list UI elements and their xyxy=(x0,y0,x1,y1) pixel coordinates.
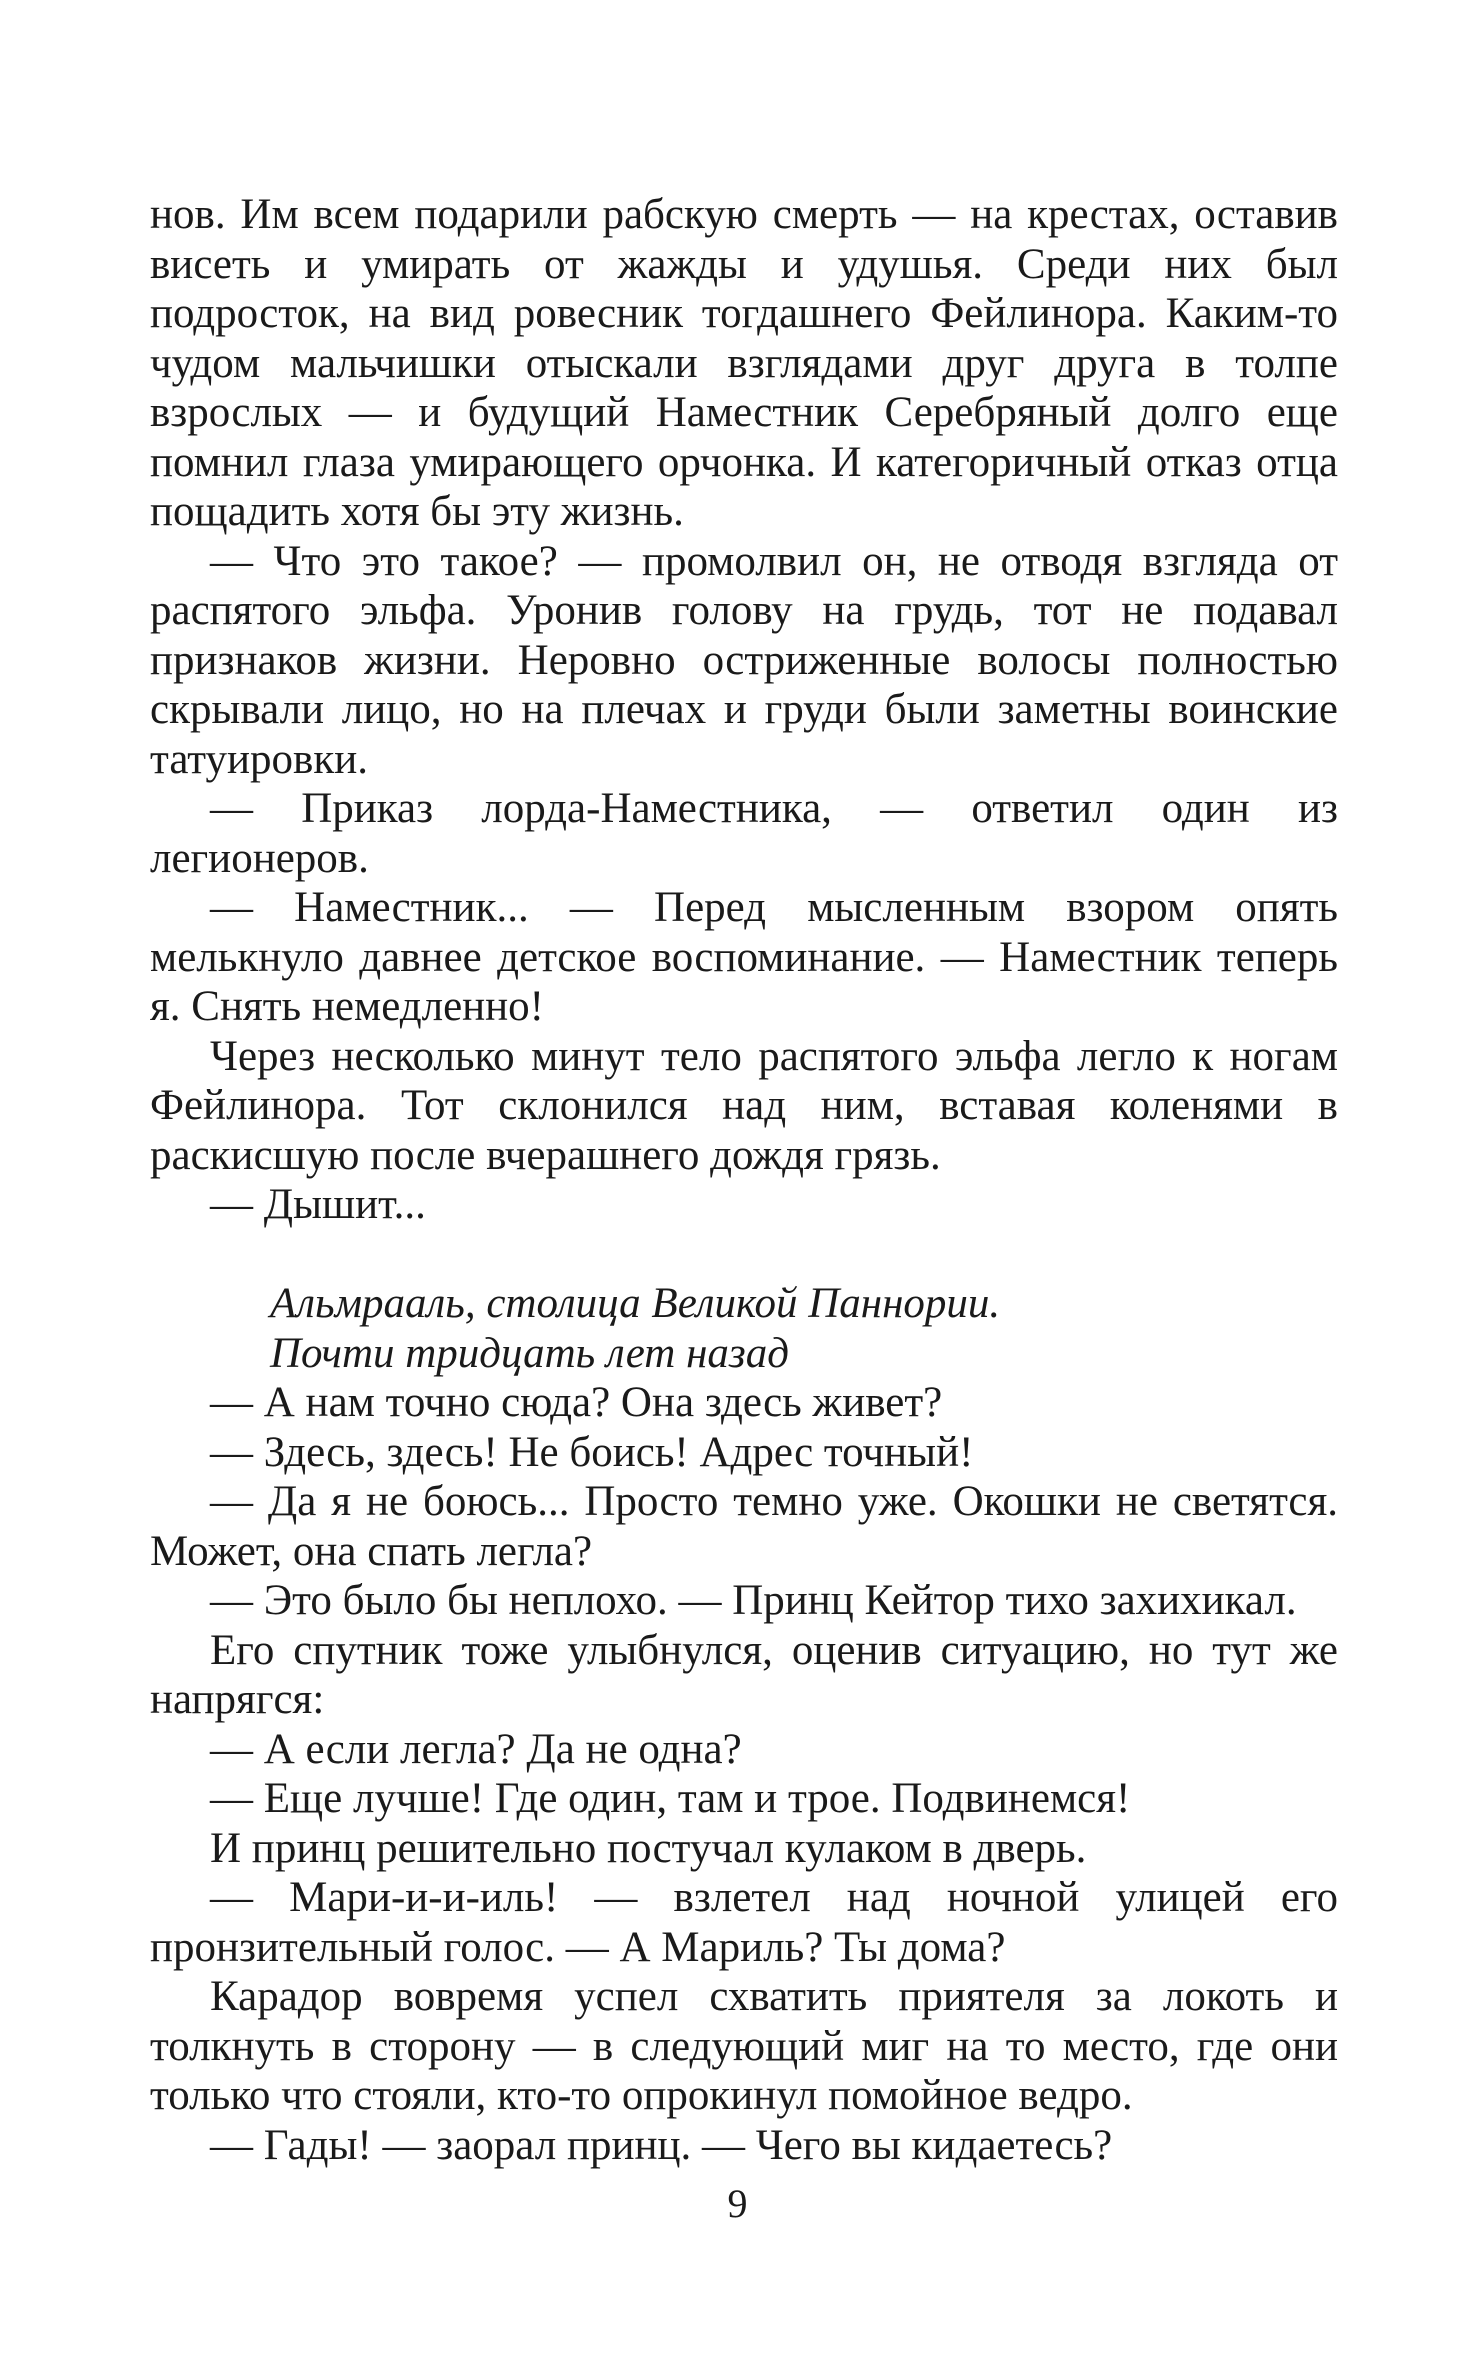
book-page xyxy=(150,190,1338,2170)
paragraph: — Еще лучше! Где один, там и трое. Подвинемся! xyxy=(210,1775,1131,1822)
scene-heading-line-1: Альмрааль, столица Великой Паннории. xyxy=(270,1280,1001,1327)
paragraph: Карадор вовремя успел схватить приятеля за локоть и толкнуть в сторону — в следующий миг на то место, где они только что стояли, кто-то опрокинул помойное ведро. xyxy=(150,1973,1338,2119)
paragraph: — Что это такое? — промолвил он, не отводя взгляда от распятого эльфа. Уронив голову на грудь, тот не подавал признаков жизни. Неровно остриженные волосы полностью скрывали лицо, но на плечах и груди были заметны воинские татуировки. xyxy=(150,537,1338,783)
paragraph: — А если легла? Да не одна? xyxy=(210,1725,742,1773)
paragraph: — Мари-и-и-иль! — взлетел над ночной улицей его пронзительный голос. — А Мариль? Ты дома? xyxy=(150,1874,1338,1971)
paragraph: — Это было бы неплохо. — Принц Кейтор тихо захихикал. xyxy=(210,1577,1297,1624)
paragraph: — Наместник... — Перед мысленным взором опять мелькнуло давнее детское воспоминание. — Наместник теперь я. Снять немедленно! xyxy=(150,884,1338,1030)
body-text xyxy=(150,190,1338,2170)
paragraph: И принц решительно постучал кулаком в дверь. xyxy=(210,1824,1087,1872)
page-number: 9 xyxy=(727,2181,748,2226)
paragraph: Его спутник тоже улыбнулся, оценив ситуацию, но тут же напрягся: xyxy=(150,1626,1338,1723)
paragraph: — Гады! — заорал принц. — Чего вы кидаетесь? xyxy=(210,2121,1113,2169)
paragraph: — Приказ лорда-Наместника, — ответил один из легионеров. xyxy=(150,785,1338,882)
paragraph: нов. Им всем подарили рабскую смерть — на крестах, оставив висеть и умирать от жажды и удушья. Среди них был подросток, на вид ровесник тогдашнего Фейлинора. Каким-то чудом мальчишки отыскали взглядами друг друга в толпе взрослых — и будущий Наместник Серебряный долго еще помнил глаза умирающего орчонка. И категоричный отказ отца пощадить хотя бы эту жизнь. xyxy=(150,191,1338,535)
paragraph: Через несколько минут тело распятого эльфа легло к ногам Фейлинора. Тот склонился над ним, вставая коленями в раскисшую после вчерашнего дождя грязь. xyxy=(150,1032,1338,1179)
paragraph: — Здесь, здесь! Не боись! Адрес точный! xyxy=(210,1428,974,1476)
paragraph: — Да я не боюсь... Просто темно уже. Окошки не светятся. Может, она спать легла? xyxy=(150,1478,1338,1575)
paragraph: — А нам точно сюда? Она здесь живет? xyxy=(210,1379,943,1426)
section-break xyxy=(150,1230,1338,1280)
paragraph: — Дышит... xyxy=(210,1181,426,1228)
scene-heading-line-2: Почти тридцать лет назад xyxy=(270,1329,789,1377)
